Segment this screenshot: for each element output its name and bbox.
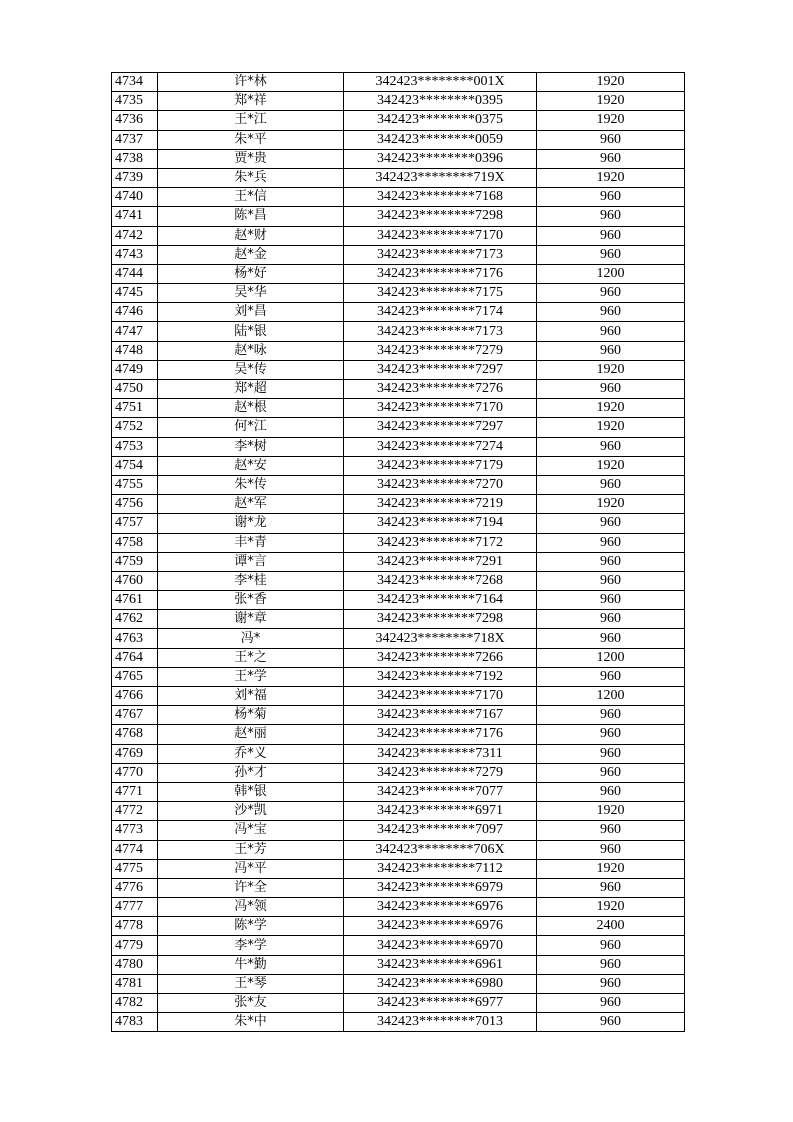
name-cell: 牛*勤 xyxy=(158,955,344,974)
name-cell: 王*之 xyxy=(158,648,344,667)
id-number-cell: 342423********0395 xyxy=(344,92,537,111)
name-cell: 张*友 xyxy=(158,994,344,1013)
name-cell: 李*树 xyxy=(158,437,344,456)
amount-cell: 1920 xyxy=(537,73,685,92)
table-row xyxy=(112,974,685,993)
table-row xyxy=(112,725,685,744)
amount-cell: 1920 xyxy=(537,111,685,130)
id-number-cell: 342423********7266 xyxy=(344,648,537,667)
amount-cell: 960 xyxy=(537,284,685,303)
row-number-cell: 4755 xyxy=(112,475,158,494)
amount-cell: 960 xyxy=(537,763,685,782)
table-row xyxy=(112,648,685,667)
id-number-cell: 342423********7077 xyxy=(344,782,537,801)
row-number-cell: 4768 xyxy=(112,725,158,744)
amount-cell: 960 xyxy=(537,130,685,149)
id-number-cell: 342423********7298 xyxy=(344,207,537,226)
name-cell: 刘*福 xyxy=(158,687,344,706)
name-cell: 朱*兵 xyxy=(158,168,344,187)
name-cell: 王*江 xyxy=(158,111,344,130)
id-number-cell: 342423********6976 xyxy=(344,917,537,936)
table-row xyxy=(112,994,685,1013)
row-number-cell: 4782 xyxy=(112,994,158,1013)
amount-cell: 1920 xyxy=(537,399,685,418)
table-row xyxy=(112,284,685,303)
amount-cell: 960 xyxy=(537,552,685,571)
name-cell: 许*林 xyxy=(158,73,344,92)
row-number-cell: 4762 xyxy=(112,610,158,629)
id-number-cell: 342423********6970 xyxy=(344,936,537,955)
table-row xyxy=(112,744,685,763)
table-row xyxy=(112,878,685,897)
id-number-cell: 342423********7013 xyxy=(344,1013,537,1032)
amount-cell: 960 xyxy=(537,974,685,993)
name-cell: 陆*银 xyxy=(158,322,344,341)
name-cell: 赵*根 xyxy=(158,399,344,418)
row-number-cell: 4745 xyxy=(112,284,158,303)
table-row xyxy=(112,418,685,437)
name-cell: 刘*昌 xyxy=(158,303,344,322)
id-number-cell: 342423********6980 xyxy=(344,974,537,993)
amount-cell: 1920 xyxy=(537,495,685,514)
amount-cell: 960 xyxy=(537,303,685,322)
table-row xyxy=(112,552,685,571)
amount-cell: 960 xyxy=(537,667,685,686)
amount-cell: 1200 xyxy=(537,648,685,667)
row-number-cell: 4740 xyxy=(112,188,158,207)
row-number-cell: 4747 xyxy=(112,322,158,341)
name-cell: 陈*学 xyxy=(158,917,344,936)
table-row xyxy=(112,92,685,111)
name-cell: 陈*昌 xyxy=(158,207,344,226)
name-cell: 贾*贵 xyxy=(158,149,344,168)
id-number-cell: 342423********7270 xyxy=(344,475,537,494)
table-row xyxy=(112,188,685,207)
row-number-cell: 4748 xyxy=(112,341,158,360)
table-row xyxy=(112,245,685,264)
name-cell: 丰*青 xyxy=(158,533,344,552)
name-cell: 朱*平 xyxy=(158,130,344,149)
row-number-cell: 4756 xyxy=(112,495,158,514)
table-row xyxy=(112,687,685,706)
table-row xyxy=(112,706,685,725)
row-number-cell: 4746 xyxy=(112,303,158,322)
amount-cell: 960 xyxy=(537,725,685,744)
table-row xyxy=(112,514,685,533)
row-number-cell: 4749 xyxy=(112,360,158,379)
name-cell: 赵*财 xyxy=(158,226,344,245)
table-row xyxy=(112,821,685,840)
amount-cell: 960 xyxy=(537,610,685,629)
row-number-cell: 4781 xyxy=(112,974,158,993)
name-cell: 王*学 xyxy=(158,667,344,686)
name-cell: 吴*华 xyxy=(158,284,344,303)
table-row xyxy=(112,380,685,399)
row-number-cell: 4769 xyxy=(112,744,158,763)
name-cell: 李*桂 xyxy=(158,571,344,590)
row-number-cell: 4751 xyxy=(112,399,158,418)
row-number-cell: 4761 xyxy=(112,591,158,610)
id-number-cell: 342423********7291 xyxy=(344,552,537,571)
row-number-cell: 4778 xyxy=(112,917,158,936)
amount-cell: 960 xyxy=(537,840,685,859)
name-cell: 谢*章 xyxy=(158,610,344,629)
name-cell: 赵*安 xyxy=(158,456,344,475)
id-number-cell: 342423********7194 xyxy=(344,514,537,533)
table-row xyxy=(112,936,685,955)
id-number-cell: 342423********0059 xyxy=(344,130,537,149)
id-number-cell: 342423********7097 xyxy=(344,821,537,840)
amount-cell: 960 xyxy=(537,629,685,648)
amount-cell: 1920 xyxy=(537,802,685,821)
row-number-cell: 4759 xyxy=(112,552,158,571)
amount-cell: 960 xyxy=(537,591,685,610)
row-number-cell: 4763 xyxy=(112,629,158,648)
id-number-cell: 342423********7179 xyxy=(344,456,537,475)
row-number-cell: 4743 xyxy=(112,245,158,264)
name-cell: 郑*超 xyxy=(158,380,344,399)
id-number-cell: 342423********718X xyxy=(344,629,537,648)
row-number-cell: 4776 xyxy=(112,878,158,897)
amount-cell: 960 xyxy=(537,380,685,399)
name-cell: 吴*传 xyxy=(158,360,344,379)
id-number-cell: 342423********6976 xyxy=(344,898,537,917)
row-number-cell: 4735 xyxy=(112,92,158,111)
id-number-cell: 342423********7173 xyxy=(344,322,537,341)
id-number-cell: 342423********7297 xyxy=(344,360,537,379)
amount-cell: 960 xyxy=(537,782,685,801)
row-number-cell: 4767 xyxy=(112,706,158,725)
table-row xyxy=(112,303,685,322)
id-number-cell: 342423********7279 xyxy=(344,341,537,360)
id-number-cell: 342423********6977 xyxy=(344,994,537,1013)
id-number-cell: 342423********7279 xyxy=(344,763,537,782)
table-row xyxy=(112,322,685,341)
row-number-cell: 4770 xyxy=(112,763,158,782)
id-number-cell: 342423********001X xyxy=(344,73,537,92)
row-number-cell: 4783 xyxy=(112,1013,158,1032)
name-cell: 杨*菊 xyxy=(158,706,344,725)
id-number-cell: 342423********7311 xyxy=(344,744,537,763)
row-number-cell: 4757 xyxy=(112,514,158,533)
row-number-cell: 4764 xyxy=(112,648,158,667)
name-cell: 乔*义 xyxy=(158,744,344,763)
table-row xyxy=(112,111,685,130)
amount-cell: 1920 xyxy=(537,859,685,878)
amount-cell: 960 xyxy=(537,437,685,456)
amount-cell: 2400 xyxy=(537,917,685,936)
table-row xyxy=(112,955,685,974)
table-row xyxy=(112,399,685,418)
row-number-cell: 4739 xyxy=(112,168,158,187)
table-row xyxy=(112,73,685,92)
row-number-cell: 4765 xyxy=(112,667,158,686)
name-cell: 张*香 xyxy=(158,591,344,610)
amount-cell: 960 xyxy=(537,188,685,207)
table-row xyxy=(112,341,685,360)
name-cell: 孙*才 xyxy=(158,763,344,782)
id-number-cell: 342423********7297 xyxy=(344,418,537,437)
table-row xyxy=(112,859,685,878)
row-number-cell: 4752 xyxy=(112,418,158,437)
table-row xyxy=(112,264,685,283)
id-number-cell: 342423********7276 xyxy=(344,380,537,399)
row-number-cell: 4753 xyxy=(112,437,158,456)
amount-cell: 960 xyxy=(537,955,685,974)
id-number-cell: 342423********7192 xyxy=(344,667,537,686)
table-row xyxy=(112,667,685,686)
table-row xyxy=(112,360,685,379)
amount-cell: 960 xyxy=(537,571,685,590)
table-row xyxy=(112,495,685,514)
id-number-cell: 342423********7172 xyxy=(344,533,537,552)
table-row xyxy=(112,840,685,859)
row-number-cell: 4773 xyxy=(112,821,158,840)
id-number-cell: 342423********7170 xyxy=(344,226,537,245)
id-number-cell: 342423********7176 xyxy=(344,264,537,283)
id-number-cell: 342423********7170 xyxy=(344,687,537,706)
name-cell: 谭*言 xyxy=(158,552,344,571)
id-number-cell: 342423********7168 xyxy=(344,188,537,207)
table-row xyxy=(112,898,685,917)
row-number-cell: 4766 xyxy=(112,687,158,706)
name-cell: 赵*金 xyxy=(158,245,344,264)
table-row xyxy=(112,456,685,475)
amount-cell: 1920 xyxy=(537,360,685,379)
name-cell: 杨*好 xyxy=(158,264,344,283)
table-row xyxy=(112,130,685,149)
id-number-cell: 342423********706X xyxy=(344,840,537,859)
name-cell: 何*江 xyxy=(158,418,344,437)
name-cell: 沙*凯 xyxy=(158,802,344,821)
table-row xyxy=(112,802,685,821)
name-cell: 冯*领 xyxy=(158,898,344,917)
name-cell: 赵*丽 xyxy=(158,725,344,744)
amount-cell: 960 xyxy=(537,207,685,226)
row-number-cell: 4738 xyxy=(112,149,158,168)
name-cell: 王*琴 xyxy=(158,974,344,993)
table-row xyxy=(112,226,685,245)
id-number-cell: 342423********7167 xyxy=(344,706,537,725)
id-number-cell: 342423********7176 xyxy=(344,725,537,744)
row-number-cell: 4760 xyxy=(112,571,158,590)
amount-cell: 960 xyxy=(537,245,685,264)
row-number-cell: 4772 xyxy=(112,802,158,821)
name-cell: 王*芳 xyxy=(158,840,344,859)
amount-cell: 960 xyxy=(537,322,685,341)
id-number-cell: 342423********6979 xyxy=(344,878,537,897)
row-number-cell: 4777 xyxy=(112,898,158,917)
name-cell: 许*全 xyxy=(158,878,344,897)
id-number-cell: 342423********7170 xyxy=(344,399,537,418)
row-number-cell: 4780 xyxy=(112,955,158,974)
amount-cell: 960 xyxy=(537,514,685,533)
amount-cell: 960 xyxy=(537,341,685,360)
id-number-cell: 342423********6961 xyxy=(344,955,537,974)
name-cell: 冯*平 xyxy=(158,859,344,878)
row-number-cell: 4750 xyxy=(112,380,158,399)
table-row xyxy=(112,168,685,187)
amount-cell: 960 xyxy=(537,821,685,840)
row-number-cell: 4741 xyxy=(112,207,158,226)
row-number-cell: 4771 xyxy=(112,782,158,801)
amount-cell: 1920 xyxy=(537,418,685,437)
id-number-cell: 342423********7274 xyxy=(344,437,537,456)
table-row xyxy=(112,629,685,648)
table-row xyxy=(112,782,685,801)
amount-cell: 960 xyxy=(537,744,685,763)
data-table xyxy=(111,72,685,1032)
name-cell: 朱*中 xyxy=(158,1013,344,1032)
table-row xyxy=(112,1013,685,1032)
table-row xyxy=(112,437,685,456)
id-number-cell: 342423********7112 xyxy=(344,859,537,878)
amount-cell: 960 xyxy=(537,1013,685,1032)
name-cell: 赵*咏 xyxy=(158,341,344,360)
id-number-cell: 342423********7173 xyxy=(344,245,537,264)
name-cell: 王*信 xyxy=(158,188,344,207)
table-row xyxy=(112,610,685,629)
table-row xyxy=(112,917,685,936)
table-row xyxy=(112,533,685,552)
row-number-cell: 4742 xyxy=(112,226,158,245)
table-row xyxy=(112,149,685,168)
amount-cell: 960 xyxy=(537,706,685,725)
name-cell: 朱*传 xyxy=(158,475,344,494)
amount-cell: 1920 xyxy=(537,456,685,475)
id-number-cell: 342423********0396 xyxy=(344,149,537,168)
id-number-cell: 342423********0375 xyxy=(344,111,537,130)
table-row xyxy=(112,571,685,590)
id-number-cell: 342423********7298 xyxy=(344,610,537,629)
name-cell: 冯* xyxy=(158,629,344,648)
amount-cell: 960 xyxy=(537,475,685,494)
id-number-cell: 342423********7174 xyxy=(344,303,537,322)
name-cell: 冯*宝 xyxy=(158,821,344,840)
table-row xyxy=(112,763,685,782)
table-row xyxy=(112,475,685,494)
amount-cell: 1920 xyxy=(537,92,685,111)
id-number-cell: 342423********7175 xyxy=(344,284,537,303)
amount-cell: 1200 xyxy=(537,687,685,706)
row-number-cell: 4736 xyxy=(112,111,158,130)
row-number-cell: 4758 xyxy=(112,533,158,552)
table-row xyxy=(112,591,685,610)
name-cell: 谢*龙 xyxy=(158,514,344,533)
name-cell: 韩*银 xyxy=(158,782,344,801)
id-number-cell: 342423********6971 xyxy=(344,802,537,821)
row-number-cell: 4737 xyxy=(112,130,158,149)
amount-cell: 1920 xyxy=(537,168,685,187)
name-cell: 赵*军 xyxy=(158,495,344,514)
row-number-cell: 4774 xyxy=(112,840,158,859)
row-number-cell: 4779 xyxy=(112,936,158,955)
amount-cell: 960 xyxy=(537,994,685,1013)
row-number-cell: 4744 xyxy=(112,264,158,283)
id-number-cell: 342423********7164 xyxy=(344,591,537,610)
row-number-cell: 4754 xyxy=(112,456,158,475)
table-body xyxy=(112,73,685,1032)
id-number-cell: 342423********719X xyxy=(344,168,537,187)
amount-cell: 960 xyxy=(537,878,685,897)
name-cell: 李*学 xyxy=(158,936,344,955)
amount-cell: 960 xyxy=(537,226,685,245)
name-cell: 郑*祥 xyxy=(158,92,344,111)
amount-cell: 1200 xyxy=(537,264,685,283)
id-number-cell: 342423********7268 xyxy=(344,571,537,590)
row-number-cell: 4775 xyxy=(112,859,158,878)
amount-cell: 960 xyxy=(537,149,685,168)
id-number-cell: 342423********7219 xyxy=(344,495,537,514)
amount-cell: 1920 xyxy=(537,898,685,917)
amount-cell: 960 xyxy=(537,533,685,552)
row-number-cell: 4734 xyxy=(112,73,158,92)
amount-cell: 960 xyxy=(537,936,685,955)
table-row xyxy=(112,207,685,226)
